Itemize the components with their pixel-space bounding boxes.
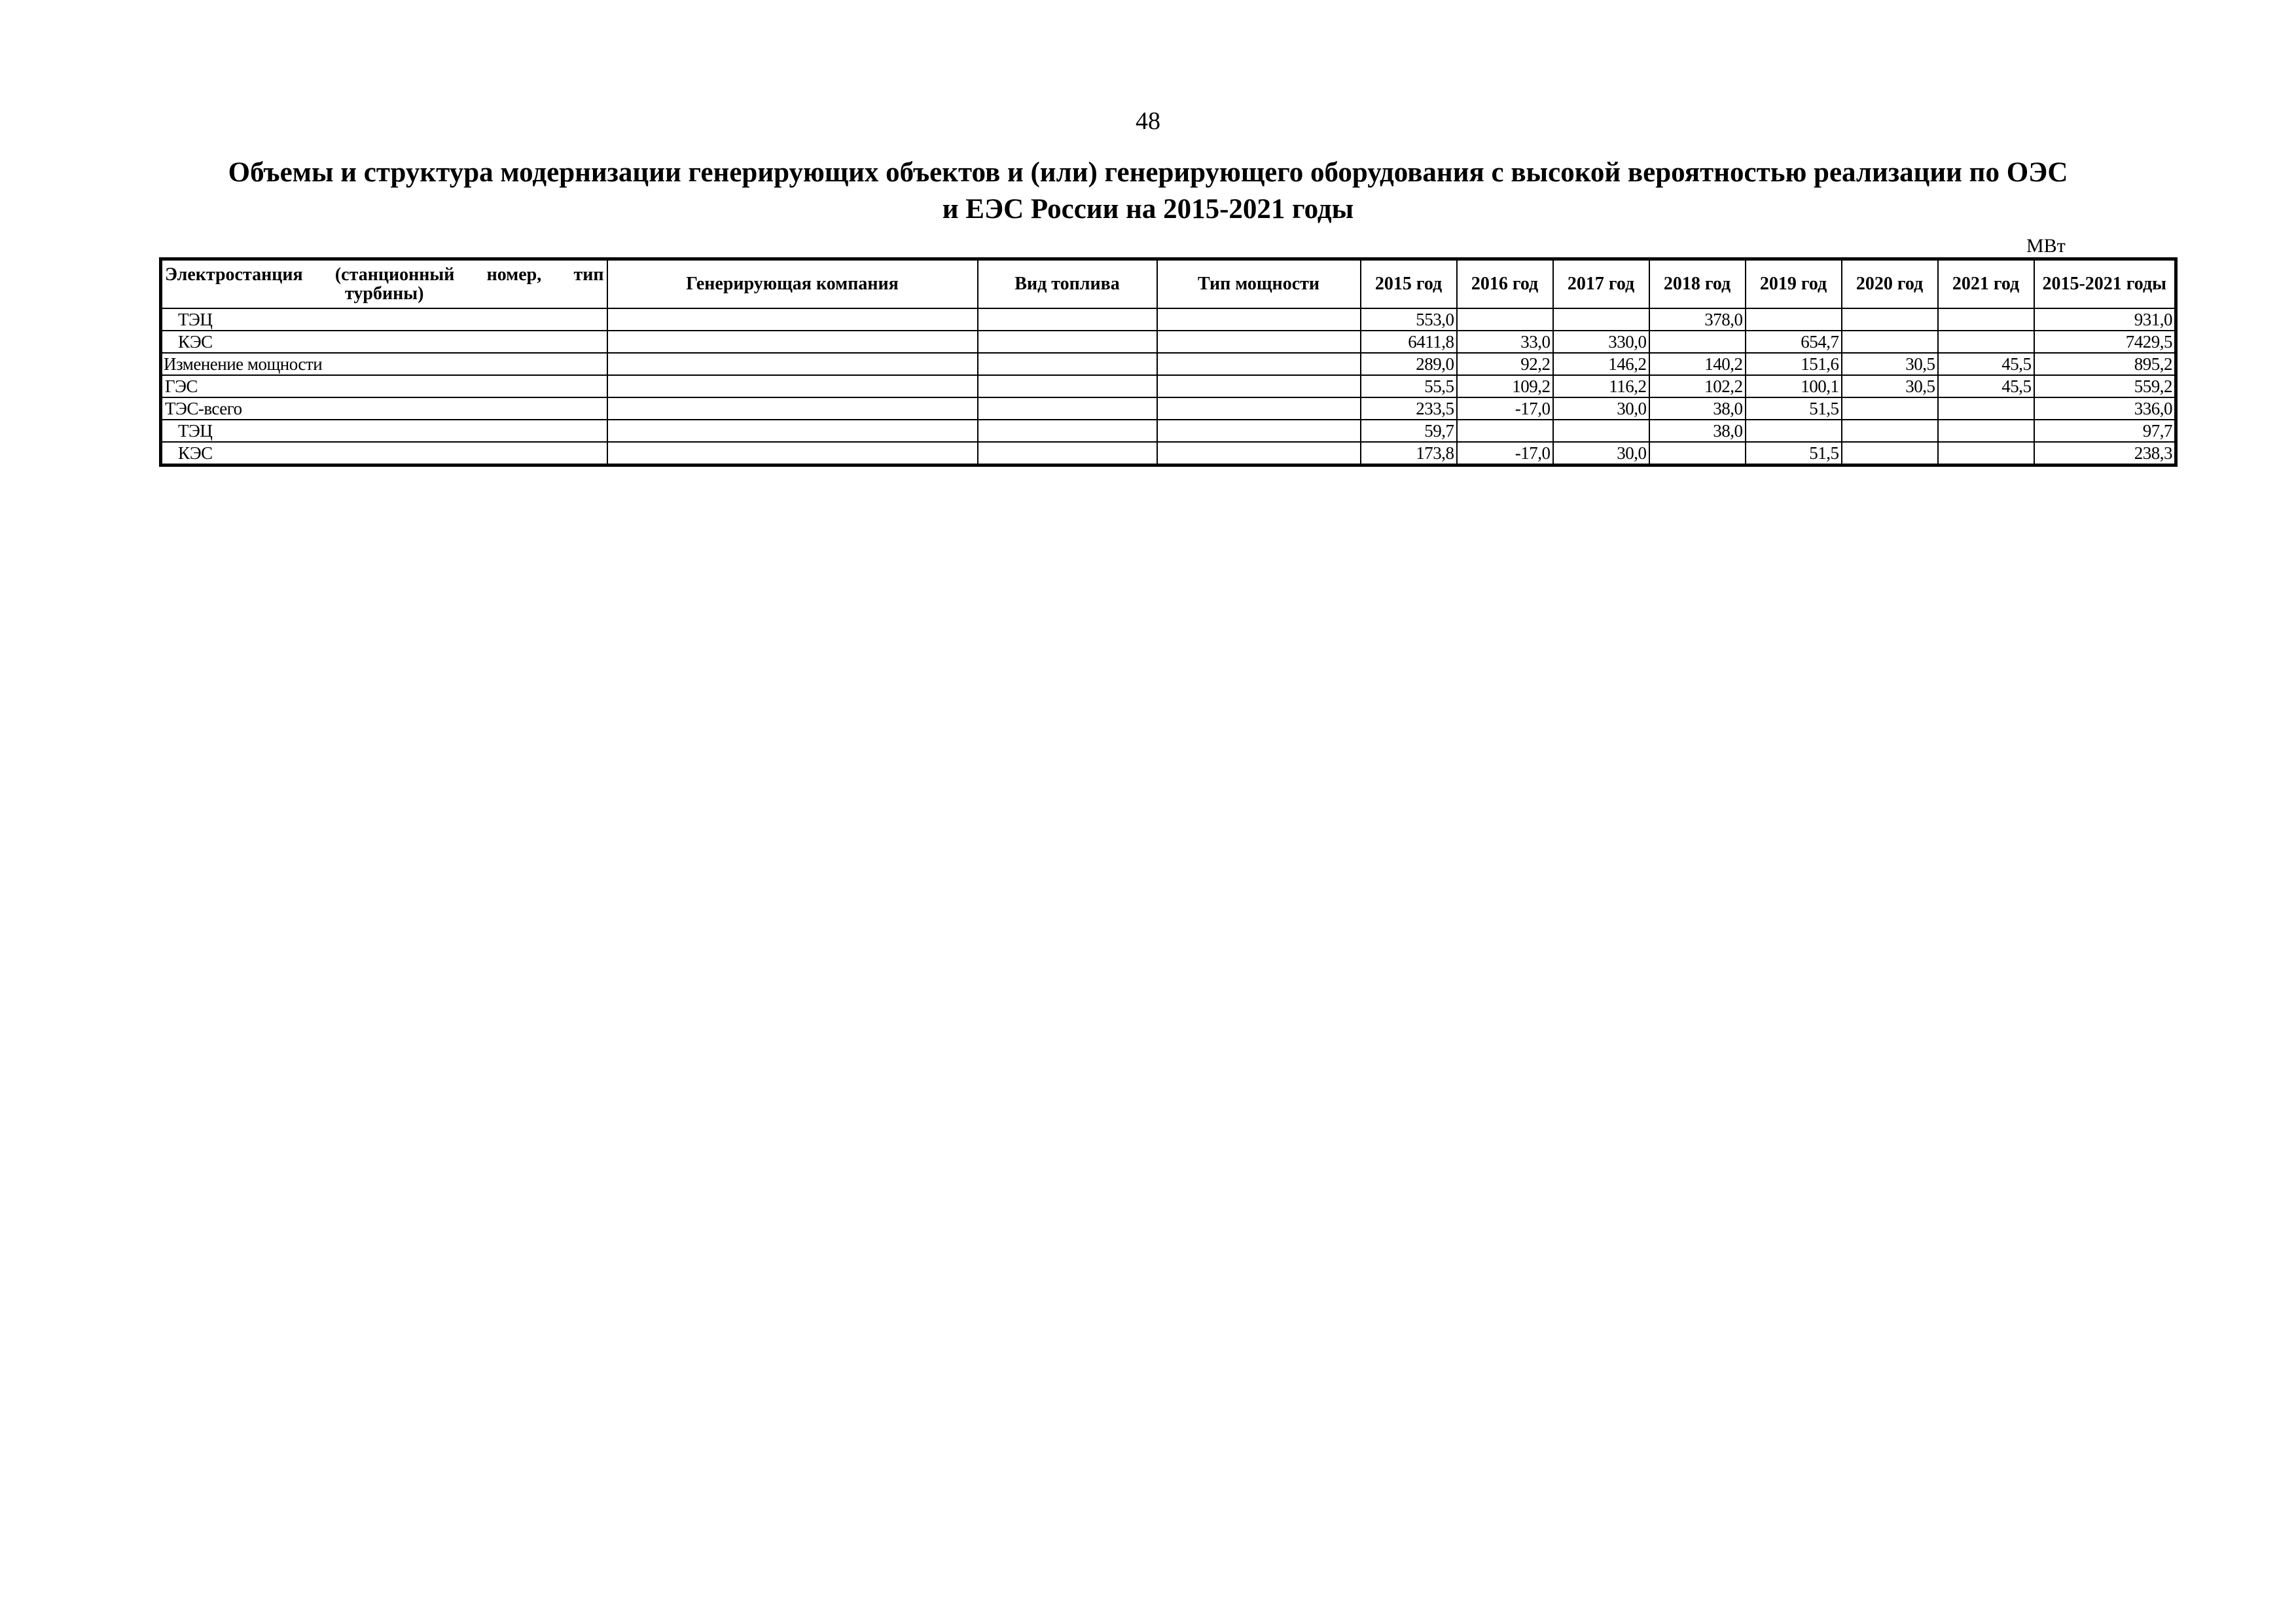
header-total-2015-2021: 2015-2021 годы <box>2034 259 2176 309</box>
cell-2016: -17,0 <box>1457 442 1553 465</box>
cell-2020 <box>1842 397 1938 420</box>
cell-total: 336,0 <box>2034 397 2176 420</box>
row-station-name: ТЭЦ <box>161 420 607 442</box>
cell-2020 <box>1842 420 1938 442</box>
row-fuel <box>978 353 1157 375</box>
header-year-2015: 2015 год <box>1361 259 1457 309</box>
cell-2016 <box>1457 308 1553 331</box>
cell-2019: 51,5 <box>1746 442 1842 465</box>
cell-2018: 140,2 <box>1649 353 1746 375</box>
cell-2020 <box>1842 442 1938 465</box>
cell-2017: 30,0 <box>1553 397 1649 420</box>
row-power-type <box>1157 353 1361 375</box>
cell-2018: 378,0 <box>1649 308 1746 331</box>
row-company <box>607 397 978 420</box>
row-power-type <box>1157 442 1361 465</box>
table-row <box>161 420 2176 442</box>
cell-2019 <box>1746 308 1842 331</box>
cell-2021 <box>1938 308 2034 331</box>
cell-2021 <box>1938 331 2034 353</box>
cell-2015: 55,5 <box>1361 375 1457 397</box>
cell-2017: 30,0 <box>1553 442 1649 465</box>
table-row <box>161 353 2176 375</box>
row-company <box>607 308 978 331</box>
header-fuel: Вид топлива <box>978 259 1157 309</box>
cell-total: 97,7 <box>2034 420 2176 442</box>
cell-2015: 233,5 <box>1361 397 1457 420</box>
cell-total: 7429,5 <box>2034 331 2176 353</box>
header-power-type: Тип мощности <box>1157 259 1361 309</box>
table-row <box>161 397 2176 420</box>
table-header-row <box>161 259 2176 309</box>
cell-2021 <box>1938 442 2034 465</box>
row-company <box>607 442 978 465</box>
header-year-2020: 2020 год <box>1842 259 1938 309</box>
row-power-type <box>1157 375 1361 397</box>
row-fuel <box>978 308 1157 331</box>
row-station-name: ТЭС-всего <box>161 397 607 420</box>
cell-2019: 654,7 <box>1746 331 1842 353</box>
cell-total: 238,3 <box>2034 442 2176 465</box>
page-number: 48 <box>1136 107 1160 135</box>
cell-2018: 38,0 <box>1649 420 1746 442</box>
header-station: Электростанция (станционный номер, тип турбины) <box>161 259 607 309</box>
cell-2018: 38,0 <box>1649 397 1746 420</box>
table-row <box>161 375 2176 397</box>
row-fuel <box>978 420 1157 442</box>
row-power-type <box>1157 420 1361 442</box>
cell-2015: 553,0 <box>1361 308 1457 331</box>
row-station-name: ТЭЦ <box>161 308 607 331</box>
cell-2020: 30,5 <box>1842 375 1938 397</box>
cell-2019: 100,1 <box>1746 375 1842 397</box>
cell-2020 <box>1842 331 1938 353</box>
cell-2017: 116,2 <box>1553 375 1649 397</box>
cell-2016: 33,0 <box>1457 331 1553 353</box>
cell-total: 559,2 <box>2034 375 2176 397</box>
row-company <box>607 331 978 353</box>
document-title <box>131 155 2165 228</box>
row-power-type <box>1157 331 1361 353</box>
row-fuel <box>978 331 1157 353</box>
row-station-name: КЭС <box>161 331 607 353</box>
cell-2016: 92,2 <box>1457 353 1553 375</box>
cell-2016: 109,2 <box>1457 375 1553 397</box>
cell-2015: 6411,8 <box>1361 331 1457 353</box>
cell-2021: 45,5 <box>1938 353 2034 375</box>
row-power-type <box>1157 397 1361 420</box>
row-station-name: КЭС <box>161 442 607 465</box>
cell-2016: -17,0 <box>1457 397 1553 420</box>
row-fuel <box>978 442 1157 465</box>
cell-2019: 51,5 <box>1746 397 1842 420</box>
row-company <box>607 375 978 397</box>
header-year-2018: 2018 год <box>1649 259 1746 309</box>
capacity-table <box>159 257 2178 467</box>
table-row <box>161 331 2176 353</box>
cell-2017: 330,0 <box>1553 331 1649 353</box>
header-year-2017: 2017 год <box>1553 259 1649 309</box>
document-title-line-1: Объемы и структура модернизации генерирующих объектов и (или) генерирующего оборудования с высокой вероятностью реализации по ОЭС <box>228 157 2068 188</box>
cell-2017 <box>1553 308 1649 331</box>
row-company <box>607 420 978 442</box>
header-year-2021: 2021 год <box>1938 259 2034 309</box>
cell-2018 <box>1649 331 1746 353</box>
table-row <box>161 442 2176 465</box>
cell-2021 <box>1938 397 2034 420</box>
cell-2020 <box>1842 308 1938 331</box>
row-company <box>607 353 978 375</box>
header-year-2019: 2019 год <box>1746 259 1842 309</box>
table-row <box>161 308 2176 331</box>
cell-2015: 173,8 <box>1361 442 1457 465</box>
cell-2015: 289,0 <box>1361 353 1457 375</box>
cell-2019 <box>1746 420 1842 442</box>
document-title-line-2: и ЕЭС России на 2015-2021 годы <box>942 194 1354 225</box>
cell-2017: 146,2 <box>1553 353 1649 375</box>
cell-2019: 151,6 <box>1746 353 1842 375</box>
row-station-name: ГЭС <box>161 375 607 397</box>
cell-2021: 45,5 <box>1938 375 2034 397</box>
cell-2018: 102,2 <box>1649 375 1746 397</box>
header-company: Генерирующая компания <box>607 259 978 309</box>
cell-2020: 30,5 <box>1842 353 1938 375</box>
row-fuel <box>978 397 1157 420</box>
header-year-2016: 2016 год <box>1457 259 1553 309</box>
row-power-type <box>1157 308 1361 331</box>
row-station-name: Изменение мощности <box>161 353 607 375</box>
cell-total: 895,2 <box>2034 353 2176 375</box>
cell-2015: 59,7 <box>1361 420 1457 442</box>
cell-2017 <box>1553 420 1649 442</box>
unit-label: МВт <box>2026 235 2066 257</box>
row-fuel <box>978 375 1157 397</box>
cell-2018 <box>1649 442 1746 465</box>
cell-2016 <box>1457 420 1553 442</box>
cell-total: 931,0 <box>2034 308 2176 331</box>
cell-2021 <box>1938 420 2034 442</box>
